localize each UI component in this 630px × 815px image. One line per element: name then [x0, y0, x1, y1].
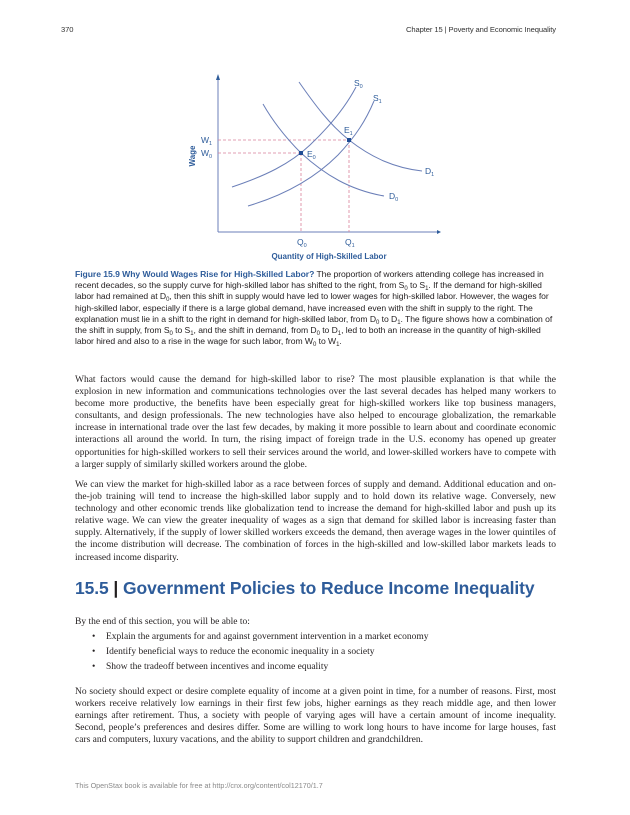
bullet-icon: •: [92, 646, 96, 657]
curve-label-d1: $D_1$: [425, 166, 435, 178]
y-axis-label: Wage: [188, 145, 197, 167]
body-paragraph-1: What factors would cause the demand for high-skilled labor to rise? The most plausible explanation is that while the explosion in new information and communications technologies over the last several decades has helped many workers to become more productive, the benefits have been especially great for high-skilled workers like top business managers, consultants, and design professionals. The new technologies have also helped to encourage globalization, the remarkable increase in international trade over the last few decades, by making it more possible to learn about and coordinate economic interactions all around the world. In turn, the rising impact of foreign trade in the U.S. economy has opened up greater opportunities for high-skilled workers to sell their services around the world, and lower-skilled workers have to compete with a larger supply of similarly skilled workers around the globe.: [75, 375, 556, 470]
quantity-tick-q1: $Q_1$: [345, 237, 355, 249]
objective-item: • Show the tradeoff between incentives and income equality: [92, 660, 428, 675]
objective-item: • Explain the arguments for and against government intervention in a market economy: [92, 630, 428, 645]
body-paragraph-3: No society should expect or desire complete equality of income at a given point in time, for a number of reasons. First, most workers receive relatively low earnings in their first few jobs, higher earnings as they reach middle age, and then lower earnings after retirement. Thus, a society with people of varying ages will have a certain amount of income inequality. Second, people’s preferences and desires differ. Some are willing to work long hours to have income for large houses, fast cars and computers, luxury vacations, and the ability to support children and grandchildren.: [75, 687, 556, 746]
page-number: 370: [61, 25, 74, 34]
supply-curve-s0: [232, 87, 356, 187]
supply-demand-figure: [180, 70, 450, 270]
equilibrium-point-e0: [299, 151, 303, 155]
section-title: Government Policies to Reduce Income Inequality: [123, 578, 535, 598]
objectives-intro: By the end of this section, you will be able to:: [75, 617, 250, 627]
curve-label-s0: $S_0$: [354, 78, 363, 90]
x-axis-label: Quantity of High-Skilled Labor: [271, 252, 387, 261]
section-number: 15.5: [75, 578, 109, 598]
wage-tick-w1: $W_1$: [201, 135, 213, 147]
section-separator: |: [108, 578, 123, 598]
equilibrium-point-e1: [347, 138, 351, 142]
figure-caption: Figure 15.9 Why Would Wages Rise for High-Skilled Labor? The proportion of workers attending college has increased in recent decades, so the supply curve for high-skilled labor has shifted to the right, from $S_0$ to $S_1$. If the demand for high-skilled labor had remained at $D_0$, then this shift in supply would have led to lower wages for high-skilled labor. However, the wages for high-skilled labor, especially if there is a large global demand, have increased even with the shift in supply to the right. The explanation must lie in a shift to the right in demand for high-skilled labor, from $D_0$ to $D_1$. The figure shows how a combination of the shift in supply, from $S_0$ to $S_1$, and the shift in demand, from $D_0$ to $D_1$, led to both an increase in the quantity of high-skilled labor hired and also to a rise in the wage for such labor, from $W_0$ to $W_1$.: [75, 269, 553, 349]
chapter-title: Chapter 15 | Poverty and Economic Inequality: [406, 25, 556, 34]
body-paragraph-2: We can view the market for high-skilled labor as a race between forces of supply and demand. Additional education and on-the-job training will tend to increase the high-skilled labor supply and to hold down its relative wage. Conversely, new technology and other economic trends like globalization tend to increase the demand for high-skilled labor and push up its relative wage. We can view the greater inequality of wages as a sign that demand for skilled labor is increasing faster than supply. Alternatively, if the supply of lower skilled workers exceeds the demand, then average wages in the lower quintiles of the income distribution will decrease. The combination of forces in the high-skilled and low-skilled labor markets leads to increased income disparity.: [75, 480, 556, 563]
equilibrium-label-e1: $E_1$: [344, 125, 353, 137]
quantity-tick-q0: $Q_0$: [297, 237, 307, 249]
x-axis-arrow: [437, 230, 441, 234]
bullet-icon: •: [92, 661, 96, 672]
wage-tick-w0: $W_0$: [201, 148, 213, 160]
y-axis-arrow: [216, 74, 220, 80]
equilibrium-label-e0: $E_0$: [307, 149, 316, 161]
curve-label-s1: $S_1$: [373, 93, 382, 105]
section-heading: [75, 578, 535, 599]
learning-objectives-list: [92, 630, 428, 674]
curve-label-d0: $D_0$: [389, 191, 399, 203]
figure-caption-label: Figure 15.9 Why Would Wages Rise for High-Skilled Labor?: [75, 269, 315, 279]
bullet-icon: •: [92, 632, 96, 642]
objective-item: • Identify beneficial ways to reduce the economic inequality in a society: [92, 645, 428, 660]
page-footer: This OpenStax book is available for free at http://cnx.org/content/col12170/1.7: [75, 781, 323, 790]
